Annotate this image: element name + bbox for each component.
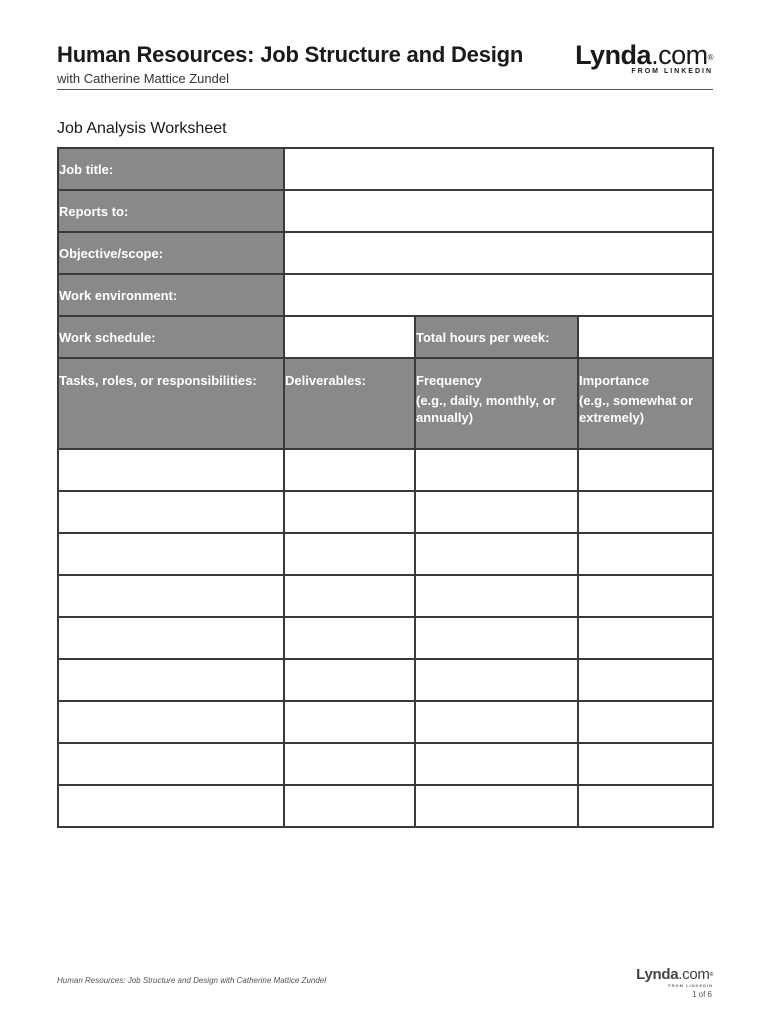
cell-deliverable[interactable] — [284, 617, 415, 659]
label-objective-scope: Objective/scope: — [58, 232, 284, 274]
input-reports-to[interactable] — [284, 190, 713, 232]
document-subtitle: with Catherine Mattice Zundel — [57, 71, 229, 86]
cell-frequency[interactable] — [415, 533, 578, 575]
input-total-hours[interactable] — [578, 316, 713, 358]
cell-importance[interactable] — [578, 575, 713, 617]
footer-caption: Human Resources: Job Structure and Design with Catherine Mattice Zundel — [57, 976, 327, 985]
row-reports-to — [58, 190, 713, 232]
cell-frequency[interactable] — [415, 659, 578, 701]
footer-lynda-logo — [636, 967, 713, 988]
document-header — [57, 40, 713, 90]
cell-deliverable[interactable] — [284, 743, 415, 785]
header-frequency-note: (e.g., daily, monthly, or annually) — [416, 393, 556, 425]
logo-wordmark: Lynda — [575, 40, 652, 70]
label-job-title: Job title: — [58, 148, 284, 190]
input-work-schedule[interactable] — [284, 316, 415, 358]
cell-frequency[interactable] — [415, 743, 578, 785]
cell-importance[interactable] — [578, 701, 713, 743]
cell-task[interactable] — [58, 449, 284, 491]
cell-importance[interactable] — [578, 659, 713, 701]
cell-importance[interactable] — [578, 785, 713, 827]
worksheet-title: Job Analysis Worksheet — [57, 120, 227, 137]
footer-logo-registered-mark: ® — [709, 972, 713, 978]
cell-frequency[interactable] — [415, 617, 578, 659]
input-work-environment[interactable] — [284, 274, 713, 316]
document-title: Human Resources: Job Structure and Design — [57, 42, 524, 67]
row-work-environment — [58, 274, 713, 316]
table-row — [58, 701, 713, 743]
lynda-logo — [575, 40, 713, 75]
logo-dotcom: .com — [651, 40, 708, 70]
cell-task[interactable] — [58, 575, 284, 617]
table-row — [58, 491, 713, 533]
logo-registered-mark: ® — [707, 53, 713, 62]
label-work-environment: Work environment: — [58, 274, 284, 316]
cell-frequency[interactable] — [415, 785, 578, 827]
cell-deliverable[interactable] — [284, 575, 415, 617]
cell-task[interactable] — [58, 533, 284, 575]
row-job-title — [58, 148, 713, 190]
cell-deliverable[interactable] — [284, 785, 415, 827]
table-row — [58, 617, 713, 659]
cell-importance[interactable] — [578, 533, 713, 575]
table-row — [58, 743, 713, 785]
cell-frequency[interactable] — [415, 575, 578, 617]
header-importance-note: (e.g., somewhat or extremely) — [579, 393, 694, 425]
cell-task[interactable] — [58, 785, 284, 827]
cell-task[interactable] — [58, 659, 284, 701]
table-row — [58, 659, 713, 701]
page-number: 1 of 6 — [691, 990, 712, 999]
header-importance — [578, 358, 713, 449]
row-objective-scope — [58, 232, 713, 274]
header-tasks: Tasks, roles, or responsibilities: — [58, 358, 284, 449]
label-work-schedule: Work schedule: — [58, 316, 284, 358]
cell-deliverable[interactable] — [284, 533, 415, 575]
cell-task[interactable] — [58, 743, 284, 785]
cell-task[interactable] — [58, 617, 284, 659]
cell-task[interactable] — [58, 701, 284, 743]
header-frequency-label: Frequency — [416, 373, 482, 388]
label-total-hours: Total hours per week: — [415, 316, 578, 358]
header-importance-label: Importance — [579, 373, 650, 388]
cell-importance[interactable] — [578, 449, 713, 491]
cell-importance[interactable] — [578, 491, 713, 533]
cell-frequency[interactable] — [415, 491, 578, 533]
cell-deliverable[interactable] — [284, 491, 415, 533]
footer-logo-wordmark: Lynda — [636, 966, 679, 983]
cell-task[interactable] — [58, 491, 284, 533]
row-column-headers — [58, 358, 713, 449]
cell-deliverable[interactable] — [284, 701, 415, 743]
header-deliverables: Deliverables: — [284, 358, 415, 449]
cell-frequency[interactable] — [415, 701, 578, 743]
table-row — [58, 575, 713, 617]
cell-deliverable[interactable] — [284, 659, 415, 701]
logo-tagline: FROM LINKEDIN — [631, 68, 713, 75]
footer-logo-dotcom: .com — [678, 966, 710, 983]
table-row — [58, 449, 713, 491]
cell-importance[interactable] — [578, 617, 713, 659]
table-row — [58, 533, 713, 575]
header-frequency — [415, 358, 578, 449]
cell-deliverable[interactable] — [284, 449, 415, 491]
table-row — [58, 785, 713, 827]
input-job-title[interactable] — [284, 148, 713, 190]
job-analysis-table — [57, 147, 714, 828]
row-work-schedule — [58, 316, 713, 358]
footer-logo-tagline: FROM LINKEDIN — [668, 983, 713, 988]
cell-importance[interactable] — [578, 743, 713, 785]
cell-frequency[interactable] — [415, 449, 578, 491]
label-reports-to: Reports to: — [58, 190, 284, 232]
input-objective-scope[interactable] — [284, 232, 713, 274]
